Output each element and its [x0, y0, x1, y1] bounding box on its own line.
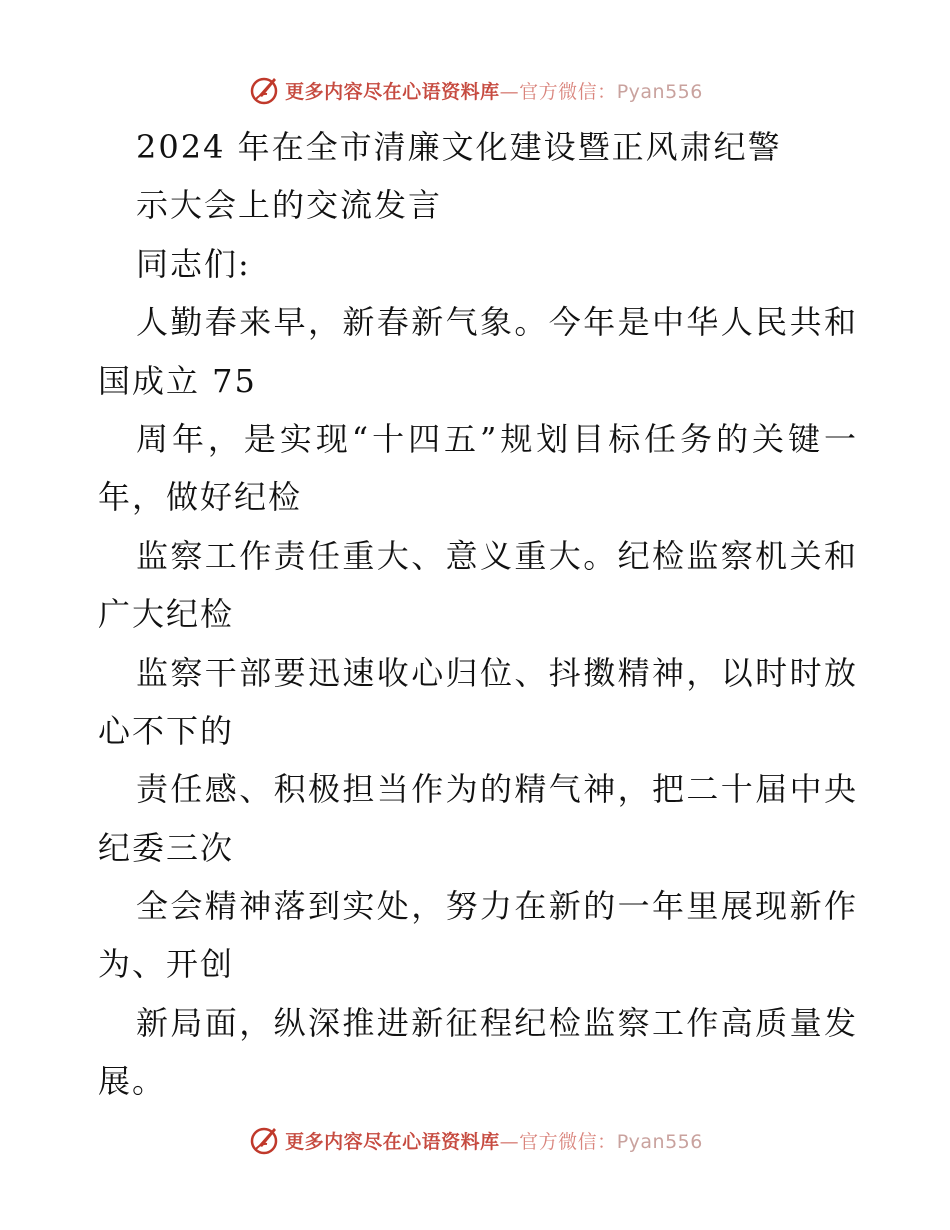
paragraph-line: 人勤春来早，新春新气象。今年是中华人民共和	[136, 303, 858, 342]
paragraph-line: 为、开创	[98, 945, 235, 984]
watermark-text: 更多内容尽在心语资料库—官方微信：Pyan556	[285, 1130, 703, 1153]
quill-logo-icon	[247, 73, 281, 107]
paragraph-line: 国成立 75	[98, 361, 257, 400]
paragraph-line: 周年，是实现“十四五”规划目标任务的关键一	[136, 419, 858, 458]
paragraph-line: 监察工作责任重大、意义重大。纪检监察机关和	[136, 536, 858, 575]
paragraph-line: 新局面，纵深推进新征程纪检监察工作高质量发	[136, 1003, 858, 1042]
paragraph-line: 展。	[98, 1062, 167, 1101]
header-watermark	[0, 70, 950, 110]
paragraph-line: 心不下的	[98, 711, 235, 750]
doc-title-line-2: 示大会上的交流发言	[136, 186, 443, 225]
paragraph-line: 年，做好纪检	[98, 478, 303, 517]
paragraph-line: 全会精神落到实处，努力在新的一年里展现新作	[136, 887, 858, 926]
document-body	[98, 118, 858, 1111]
paragraph-line: 广大纪检	[98, 595, 235, 634]
footer-watermark	[0, 1120, 950, 1160]
quill-logo-icon	[247, 1123, 281, 1157]
paragraph-line: 责任感、积极担当作为的精气神，把二十届中央	[136, 770, 858, 809]
paragraph-line: 监察干部要迅速收心归位、抖擞精神，以时时放	[136, 653, 858, 692]
doc-title-line-1: 2024 年在全市清廉文化建设暨正风肃纪警	[136, 128, 782, 166]
watermark-text: 更多内容尽在心语资料库—官方微信：Pyan556	[285, 80, 703, 103]
salutation: 同志们:	[136, 244, 251, 283]
paragraph-line: 纪委三次	[98, 828, 235, 867]
